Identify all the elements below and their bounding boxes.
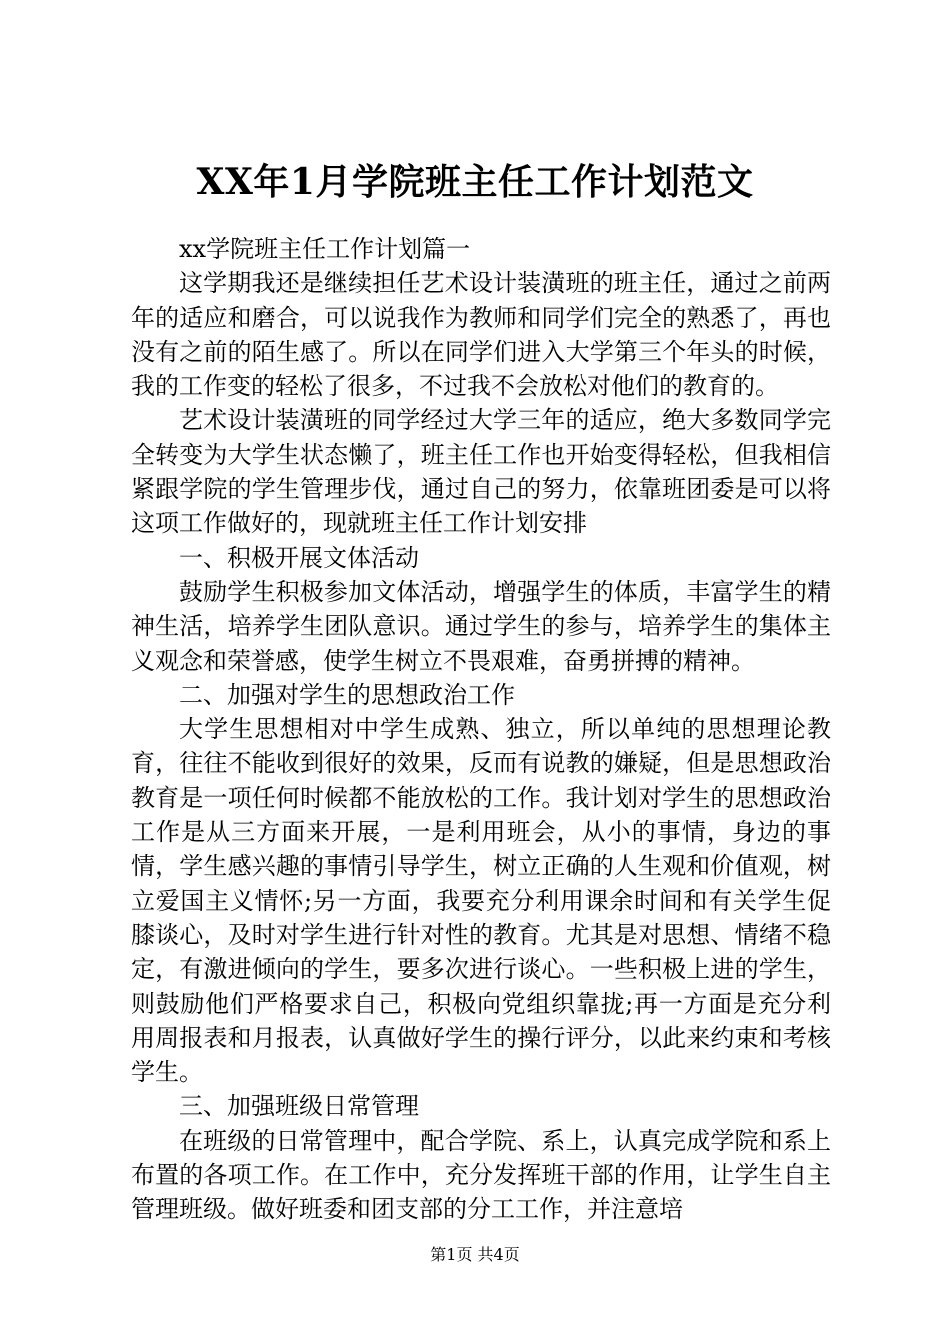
document-subtitle: xx学院班主任工作计划篇一 (179, 235, 471, 263)
section-heading: 二、加强对学生的思想政治工作 (179, 680, 515, 709)
paragraph: 艺术设计装潢班的同学经过大学三年的适应，绝大多数同学完全转变为大学生状态懒了，班主任工作也开始变得轻松，但我相信紧跟学院的学生管理步伐，通过自己的努力，依靠班团委是可以将这项工作做好的，现就班主任工作计划安排 (131, 406, 831, 538)
section-heading: 一、积极开展文体活动 (179, 543, 419, 572)
section-paragraph: 大学生思想相对中学生成熟、独立，所以单纯的思想理论教育，往往不能收到很好的效果，反而有说教的嫌疑，但是思想政治教育是一项任何时候都不能放松的工作。我计划对学生的思想政治工作是从三方面来开展，一是利用班会，从小的事情，身边的事情，学生感兴趣的事情引导学生，树立正确的人生观和价值观，树立爱国主义情怀;另一方面，我要充分利用课余时间和有关学生促膝谈心，及时对学生进行针对性的教育。尤其是对思想、情绪不稳定，有激进倾向的学生，要多次进行谈心。一些积极上进的学生，则鼓励他们严格要求自己，积极向党组织靠拢;再一方面是充分利用周报表和月报表，认真做好学生的操行评分，以此来约束和考核学生。 (131, 715, 831, 1087)
paragraph: 这学期我还是继续担任艺术设计装潢班的班主任，通过之前两年的适应和磨合，可以说我作为教师和同学们完全的熟悉了，再也没有之前的陌生感了。所以在同学们进入大学第三个年头的时候，我的工作变的轻松了很多，不过我不会放松对他们的教育的。 (131, 269, 831, 401)
document-title: XX年1月学院班主任工作计划范文 (196, 161, 754, 203)
document-body (131, 232, 831, 1227)
section-heading: 三、加强班级日常管理 (179, 1092, 419, 1121)
section-paragraph: 在班级的日常管理中，配合学院、系上，认真完成学院和系上布置的各项工作。在工作中，充分发挥班干部的作用，让学生自主管理班级。做好班委和团支部的分工工作，并注意培 (131, 1126, 831, 1224)
section-paragraph: 鼓励学生积极参加文体活动，增强学生的体质，丰富学生的精神生活，培养学生团队意识。通过学生的参与，培养学生的集体主义观念和荣誉感，使学生树立不畏艰难，奋勇拼搏的精神。 (131, 577, 831, 675)
page-number: 第1页 共4页 (430, 1245, 520, 1264)
